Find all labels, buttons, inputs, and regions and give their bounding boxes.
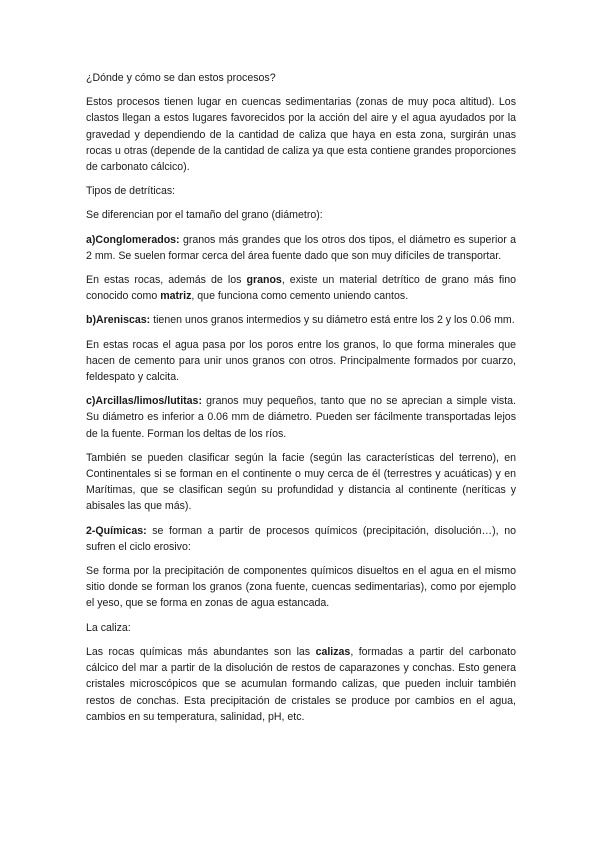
arcillas-text: granos muy pequeños, tanto que no se aprecian a simple vista. Su diámetro es inferior a 0.06 mm de diámetro. Pueden ser fácilmente transportadas lejos de la fuente. Forman los deltas de los ríos. xyxy=(86,395,516,440)
caliza-before: Las rocas químicas más abundantes son las xyxy=(86,645,316,658)
tipos-heading: Tipos de detríticas: xyxy=(86,185,176,198)
matriz-middle: , existe un material detrítico de grano más fino conocido como xyxy=(86,274,516,303)
document-page xyxy=(86,70,516,733)
quimicas-text: se forman a partir de procesos químicos (precipitación, disolución…), no sufren el ciclo erosivo: xyxy=(86,524,516,553)
areniscas-text: tienen unos granos intermedios y su diámetro está entre los 2 y los 0.06 mm. xyxy=(150,314,515,327)
arcillas-term: c)Arcillas/limos/lutitas: xyxy=(86,395,202,408)
conglomerados-term: a)Conglomerados: xyxy=(86,233,180,246)
quimicas-term: 2-Químicas: xyxy=(86,524,147,537)
quimicas-paragraph xyxy=(86,523,516,555)
caliza-after: , formadas a partir del carbonato cálcico del mar a partir de la disolución de restos de caparazones y conchas. Esto genera cristales microscópicos que se acumulan formando calizas, que pueden incluir también restos de conchas. Esta precipitación de cristales se produce por cambios en el agua, cambios en su temperatura, salinidad, pH, etc. xyxy=(86,645,516,723)
conglomerados-text: granos más grandes que los otros dos tipos, el diámetro es superior a 2 mm. Se suelen formar cerca del área fuente dado que son muy difíciles de transportar. xyxy=(86,233,516,262)
areniscas-paragraph xyxy=(86,312,516,328)
areniscas-detail-paragraph: En estas rocas el agua pasa por los poros entre los granos, lo que forma minerales que hacen de cemento para unir unos granos con otros. Principalmente formados por cuarzo, feldespato y calcita. xyxy=(86,338,516,384)
quimicas-detail-paragraph: Se forma por la precipitación de componentes químicos disueltos en el agua en el mismo sitio donde se forman los granos (zona fuente, cuencas sedimentarias), como por ejemplo el yeso, que se forma en zonas de agua estancada. xyxy=(86,565,516,610)
intro-paragraph: Estos procesos tienen lugar en cuencas sedimentarias (zonas de muy poca altitud). Los clastos llegan a estos lugares favorecidos por la acción del aire y el agua ayudados por la gravedad y dependiendo de la cantidad de caliza que haya en esta zona, surgirán unas rocas u otras (depende de la cantidad de caliza ya que esta contiene grandes proporciones de carbonato cálcico). xyxy=(86,96,516,174)
diferencian-line: Se diferencian por el tamaño del grano (diámetro): xyxy=(86,209,323,222)
matriz-after: , que funciona como cemento uniendo cantos. xyxy=(191,290,409,303)
matriz-term: matriz xyxy=(160,290,192,303)
calizas-term: calizas xyxy=(315,645,351,658)
caliza-paragraph xyxy=(86,644,516,725)
conglomerados-paragraph xyxy=(86,232,516,264)
matriz-paragraph xyxy=(86,272,516,304)
granos-term: granos xyxy=(246,274,282,287)
clasificar-paragraph: También se pueden clasificar según la facie (según las características del terreno), en Continentales si se forman en el continente o muy cerca de él (terrestres y acuáticas) y en Marítimas, que se clasifican según su profundidad y distancia al continente (neríticas y abisales las que más). xyxy=(86,451,516,513)
areniscas-term: b)Areniscas: xyxy=(86,314,151,327)
caliza-heading: La caliza: xyxy=(86,621,131,634)
arcillas-paragraph xyxy=(86,393,516,442)
matriz-before: En estas rocas, además de los xyxy=(86,274,247,287)
heading-question: ¿Dónde y cómo se dan estos procesos? xyxy=(86,72,276,84)
